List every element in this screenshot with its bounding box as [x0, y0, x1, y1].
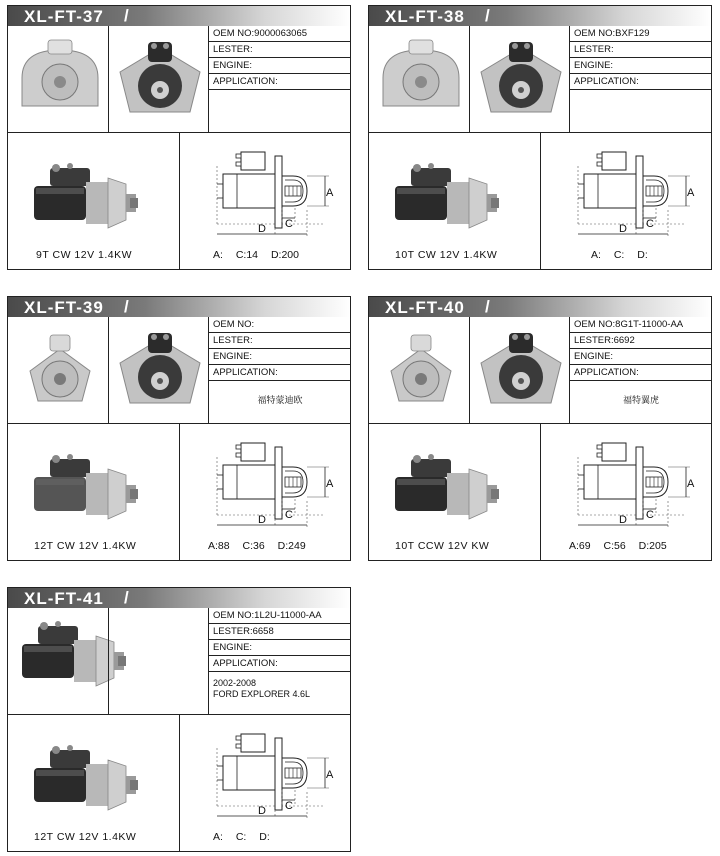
oem-value: BXF129: [615, 28, 650, 39]
dim-c-value: C:: [613, 249, 625, 261]
dimension-values: [213, 831, 280, 843]
dimension-diagram: [564, 435, 704, 535]
product-photo-side: [26, 736, 146, 826]
electrical-spec: 9T CW 12V 1.4KW: [36, 249, 133, 261]
oem-row: OEM NO:1L2U-11000-AA: [209, 608, 351, 624]
header-slash: /: [485, 6, 490, 25]
product-photo-angle: [14, 612, 134, 702]
oem-value: 1L2U-11000-AA: [254, 610, 322, 621]
engine-row: ENGINE:: [570, 58, 712, 74]
dim-d-label: D: [258, 223, 266, 235]
engine-row: ENGINE:: [209, 58, 351, 74]
dimension-diagram: [203, 435, 343, 535]
spec-table: [570, 26, 712, 110]
header-slash: /: [124, 6, 129, 25]
electrical-spec: 10T CCW 12V KW: [395, 540, 490, 552]
model-number: XL-FT-41: [24, 589, 104, 608]
application-note: 2002-2008 FORD EXPLORER 4.6L: [213, 678, 311, 699]
dim-d-value: D:205: [638, 540, 667, 552]
lester-row: LESTER:6692: [570, 333, 712, 349]
dim-a-label: A: [687, 478, 695, 490]
spec-table: [209, 608, 351, 706]
dim-c-value: C:: [235, 831, 247, 843]
product-photo-side: [387, 445, 507, 535]
dim-d-label: D: [258, 514, 266, 526]
dim-a-label: A: [326, 187, 334, 199]
dim-a-value: A:: [213, 831, 223, 843]
product-photo-front: [12, 321, 108, 417]
dim-c-label: C: [285, 800, 293, 812]
model-header: [369, 6, 711, 26]
model-number: XL-FT-37: [24, 7, 104, 26]
product-photo-side: [387, 154, 507, 244]
application-note: [209, 90, 351, 110]
oem-row: OEM NO:9000063065: [209, 26, 351, 42]
product-photo-end: [473, 30, 569, 126]
product-photo-end: [112, 30, 208, 126]
model-header: [8, 297, 350, 317]
application-row: APPLICATION:: [209, 365, 351, 381]
product-photo-front: [12, 30, 108, 126]
oem-row: OEM NO:8G1T-11000-AA: [570, 317, 712, 333]
dimension-values: [591, 249, 658, 261]
electrical-spec: 12T CW 12V 1.4KW: [34, 831, 137, 843]
oem-row: OEM NO:: [209, 317, 351, 333]
application-note: 福特蒙迪欧: [257, 395, 303, 405]
electrical-spec: 12T CW 12V 1.4KW: [34, 540, 137, 552]
dim-d-label: D: [619, 223, 627, 235]
dim-c-value: C:56: [603, 540, 626, 552]
dim-a-value: A:69: [569, 540, 591, 552]
dim-c-label: C: [646, 509, 654, 521]
dimension-values: [213, 249, 309, 261]
engine-row: ENGINE:: [209, 349, 351, 365]
dim-a-value: A:: [213, 249, 223, 261]
product-photo-front: [373, 321, 469, 417]
oem-value: 8G1T-11000-AA: [615, 319, 684, 330]
model-header: [8, 588, 350, 608]
model-header: [8, 6, 350, 26]
dimension-values: [569, 540, 677, 552]
model-number: XL-FT-38: [385, 7, 465, 26]
header-slash: /: [124, 297, 129, 316]
dim-d-value: D:249: [277, 540, 306, 552]
dim-d-label: D: [258, 805, 266, 817]
application-row: APPLICATION:: [209, 74, 351, 90]
product-photo-side: [26, 154, 146, 244]
dim-c-value: C:36: [242, 540, 265, 552]
dim-a-label: A: [326, 769, 334, 781]
product-card: [7, 296, 351, 561]
application-note: [570, 90, 712, 110]
dimension-values: [208, 540, 316, 552]
product-photo-front: [373, 30, 469, 126]
lester-row: LESTER:: [209, 333, 351, 349]
product-photo-end: [473, 321, 569, 417]
application-note: 福特翼虎: [622, 395, 659, 405]
application-row: APPLICATION:: [570, 365, 712, 381]
spec-table: [570, 317, 712, 412]
dimension-diagram: [564, 144, 704, 244]
dimension-diagram: [203, 144, 343, 244]
product-photo-end: [112, 321, 208, 417]
dim-a-label: A: [326, 478, 334, 490]
model-number: XL-FT-40: [385, 298, 465, 317]
product-photo-side: [26, 445, 146, 535]
product-card: [368, 296, 712, 561]
electrical-spec: 10T CW 12V 1.4KW: [395, 249, 498, 261]
product-card: [7, 5, 351, 270]
header-slash: /: [485, 297, 490, 316]
engine-row: ENGINE:: [570, 349, 712, 365]
dim-d-value: D:200: [270, 249, 299, 261]
dim-d-value: D:: [259, 831, 270, 843]
model-number: XL-FT-39: [24, 298, 104, 317]
spec-table: [209, 317, 351, 412]
lester-row: LESTER:: [209, 42, 351, 58]
model-header: [369, 297, 711, 317]
dim-a-label: A: [687, 187, 695, 199]
dim-a-value: A:: [591, 249, 601, 261]
dim-d-label: D: [619, 514, 627, 526]
dim-a-value: A:88: [208, 540, 230, 552]
engine-row: ENGINE:: [209, 640, 351, 656]
dim-c-label: C: [646, 218, 654, 230]
spec-table: [209, 26, 351, 110]
dimension-diagram: [203, 726, 343, 826]
oem-value: 9000063065: [254, 28, 308, 39]
application-row: APPLICATION:: [570, 74, 712, 90]
product-card: [7, 587, 351, 852]
dim-c-label: C: [285, 509, 293, 521]
header-slash: /: [124, 588, 129, 607]
lester-row: LESTER:6658: [209, 624, 351, 640]
lester-row: LESTER:: [570, 42, 712, 58]
lester-value: 6658: [252, 626, 274, 637]
product-card: [368, 5, 712, 270]
oem-row: OEM NO:BXF129: [570, 26, 712, 42]
dim-c-label: C: [285, 218, 293, 230]
dim-c-value: C:14: [235, 249, 259, 261]
application-row: APPLICATION:: [209, 656, 351, 672]
lester-value: 6692: [613, 335, 635, 346]
dim-d-value: D:: [637, 249, 648, 261]
